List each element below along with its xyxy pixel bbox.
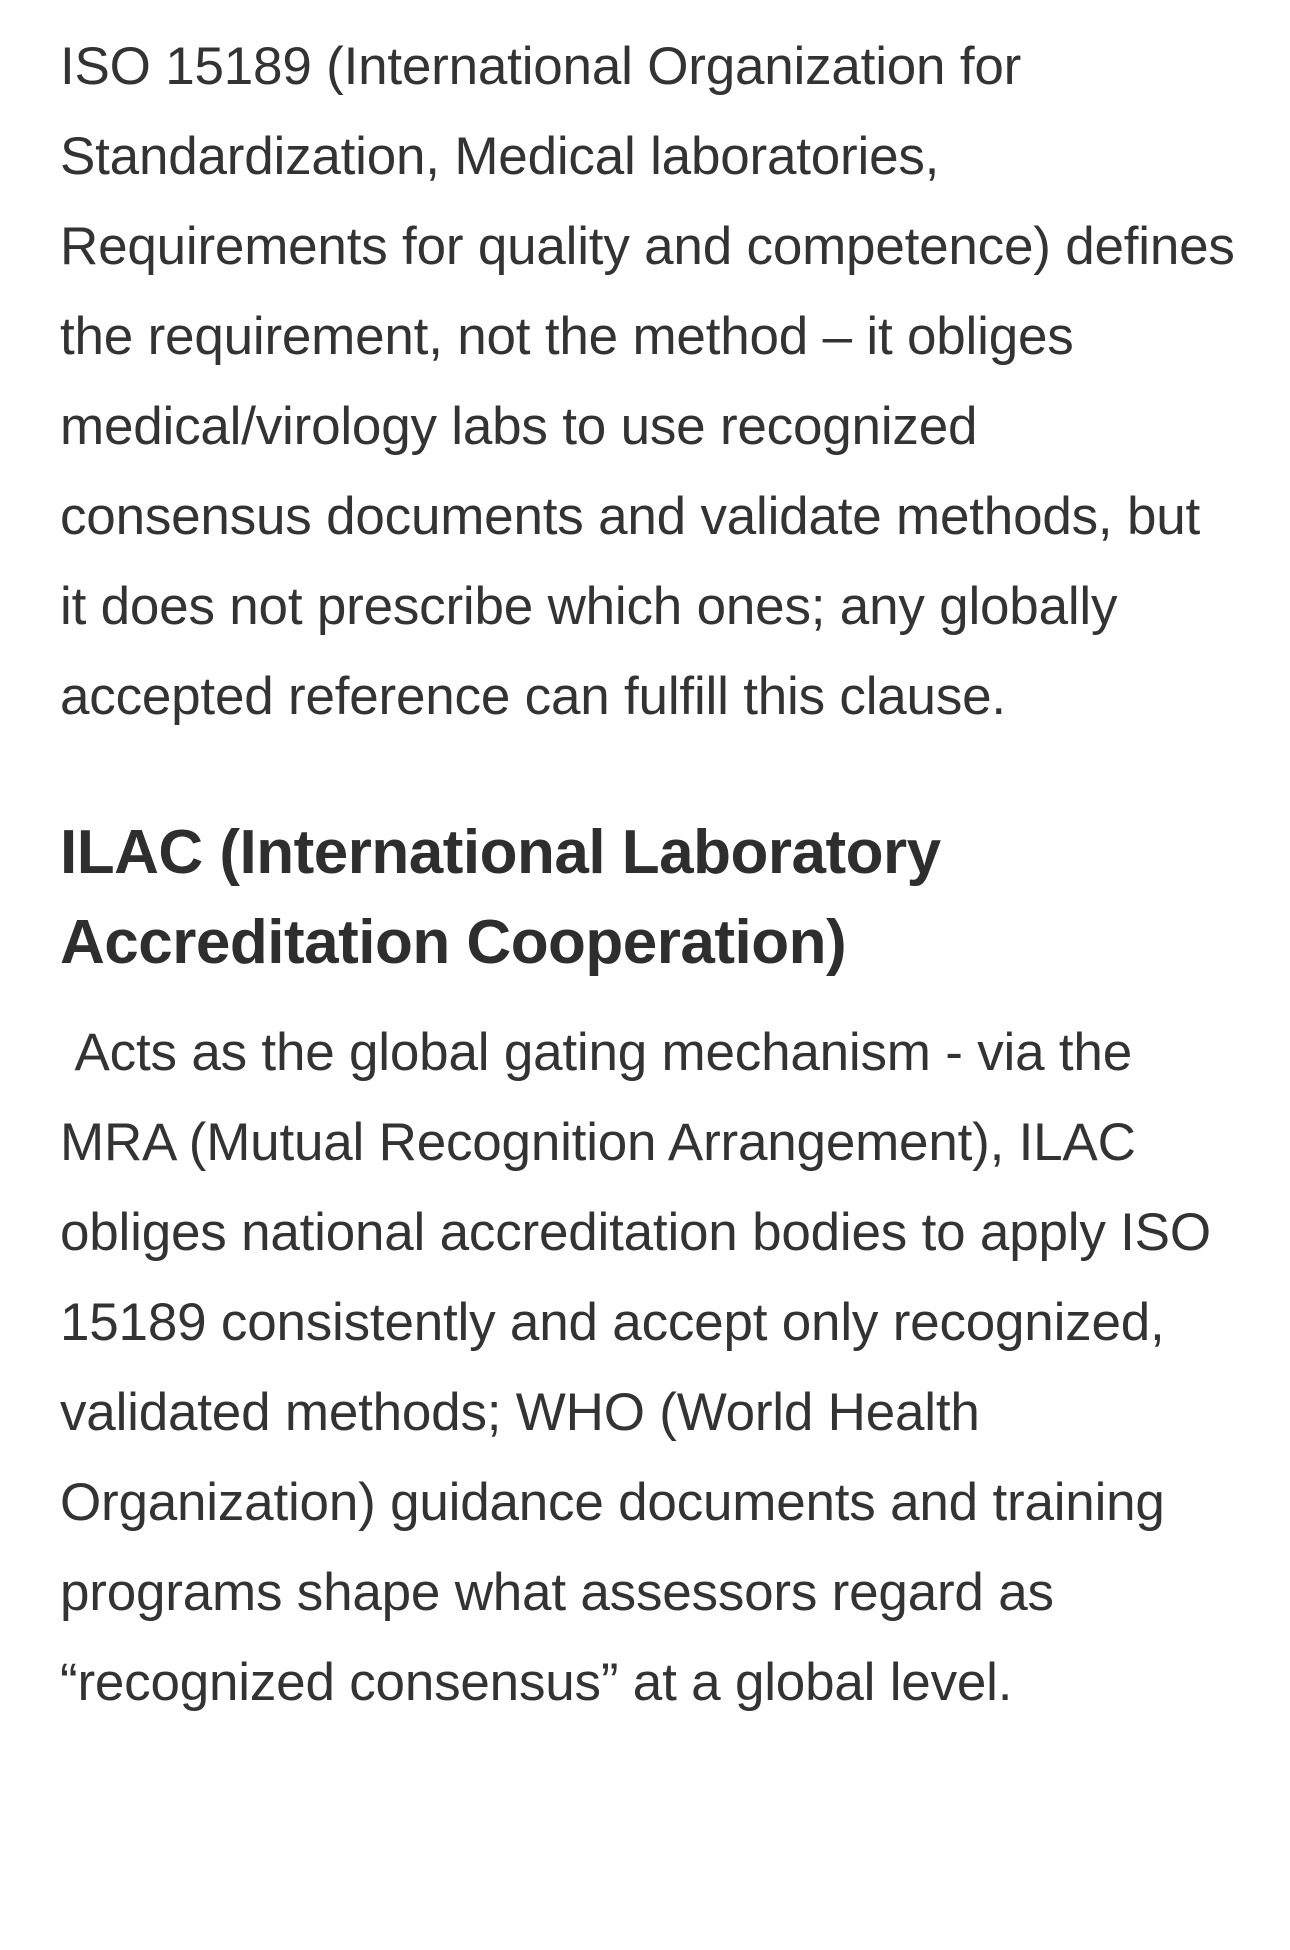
document-content: [60, 22, 1250, 1728]
ilac-paragraph: Acts as the global gating mechanism - via the MRA (Mutual Recognition Arrangement), ILAC obliges national accreditation bodies to apply ISO 15189 consistently and accept only recognized, validated methods; WHO (World Health Organization) guidance documents and training programs shape what assessors regard as “recognized consensus” at a global level.: [60, 1023, 1226, 1712]
ilac-heading: ILAC (International Laboratory Accreditation Cooperation): [60, 818, 941, 977]
iso-15189-paragraph: ISO 15189 (International Organization for Standardization, Medical laboratories, Requirements for quality and competence) defines the requirement, not the method – it obliges medical/virology labs to use recognized consensus documents and validate methods, but it does not prescribe which ones; any globally accepted reference can fulfill this clause.: [60, 37, 1250, 726]
